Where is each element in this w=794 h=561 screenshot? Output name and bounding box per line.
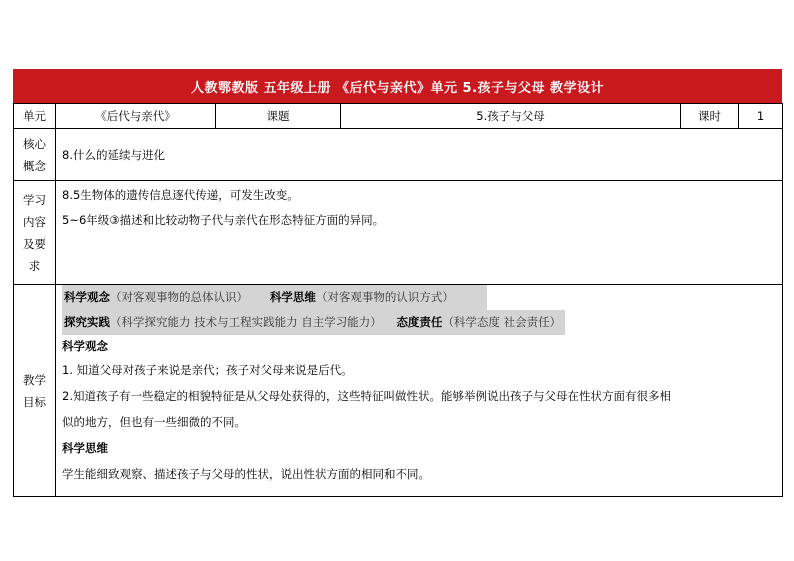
practice-head: 探究实践	[64, 315, 110, 329]
literacy-highlight	[62, 310, 565, 335]
unit-value: 《后代与亲代》	[56, 104, 216, 129]
topic-label: 课题	[216, 104, 341, 129]
table-row-teaching-goals	[14, 285, 783, 497]
table-row-unit	[14, 104, 783, 129]
teaching-goals-label	[14, 285, 56, 497]
core-concept-value: 8.什么的延续与进化	[56, 129, 783, 181]
document-title-bar	[13, 69, 782, 103]
topic-value: 5.孩子与父母	[341, 104, 681, 129]
req-label-line: 求	[28, 258, 41, 273]
thinking-note: （对客观事物的认识方式）	[315, 290, 454, 304]
literacy-line-2	[62, 310, 782, 335]
goal-item: 似的地方，但也有一些细微的不同。	[62, 415, 246, 429]
literacy-line-1	[62, 285, 782, 310]
practice-note: （科学探究能力 技术与工程实践能力 自主学习能力）	[110, 315, 382, 329]
requirement-line: 8.5生物体的遗传信息逐代传递，可发生改变。	[62, 188, 299, 202]
core-concept-label	[14, 129, 56, 181]
req-label-line: 内容	[23, 214, 46, 229]
concept-head: 科学观念	[64, 290, 110, 304]
attitude-note: （科学态度 社会责任）	[442, 315, 562, 329]
teaching-goals-value	[56, 285, 783, 497]
unit-label: 单元	[14, 104, 56, 129]
document-title: 人教鄂教版 五年级上册 《后代与亲代》单元 5.孩子与父母 教学设计	[190, 80, 605, 96]
goal-item: 2.知道孩子有一些稳定的相貌特征是从父母处获得的，这些特征叫做性状。能够举例说出孩子与父母在性状方面有很多相	[62, 389, 671, 403]
core-label-line: 核心	[23, 136, 46, 151]
goals-label-line: 目标	[23, 394, 46, 409]
table-row-core-concept	[14, 129, 783, 181]
core-label-line: 概念	[23, 158, 46, 173]
attitude-head: 态度责任	[396, 315, 443, 329]
requirements-value	[56, 181, 783, 285]
period-label: 课时	[681, 104, 739, 129]
section-head-concept: 科学观念	[62, 339, 108, 353]
section-head-thinking: 科学思维	[62, 441, 108, 455]
goal-item: 学生能细致观察、描述孩子与父母的性状，说出性状方面的相同和不同。	[62, 467, 430, 481]
req-label-line: 及要	[23, 236, 46, 251]
requirements-label	[14, 181, 56, 285]
requirement-line: 5~6年级③描述和比较动物子代与亲代在形态特征方面的异同。	[62, 213, 385, 227]
thinking-head: 科学思维	[269, 290, 316, 304]
concept-note: （对客观事物的总体认识）	[110, 290, 248, 304]
table-row-learning-requirements	[14, 181, 783, 285]
lesson-plan-table	[13, 103, 783, 497]
goals-label-line: 教学	[23, 372, 46, 387]
goal-item: 1. 知道父母对孩子来说是亲代；孩子对父母来说是后代。	[62, 363, 353, 377]
period-value: 1	[739, 104, 783, 129]
req-label-line: 学习	[23, 192, 46, 207]
literacy-highlight	[62, 285, 487, 310]
